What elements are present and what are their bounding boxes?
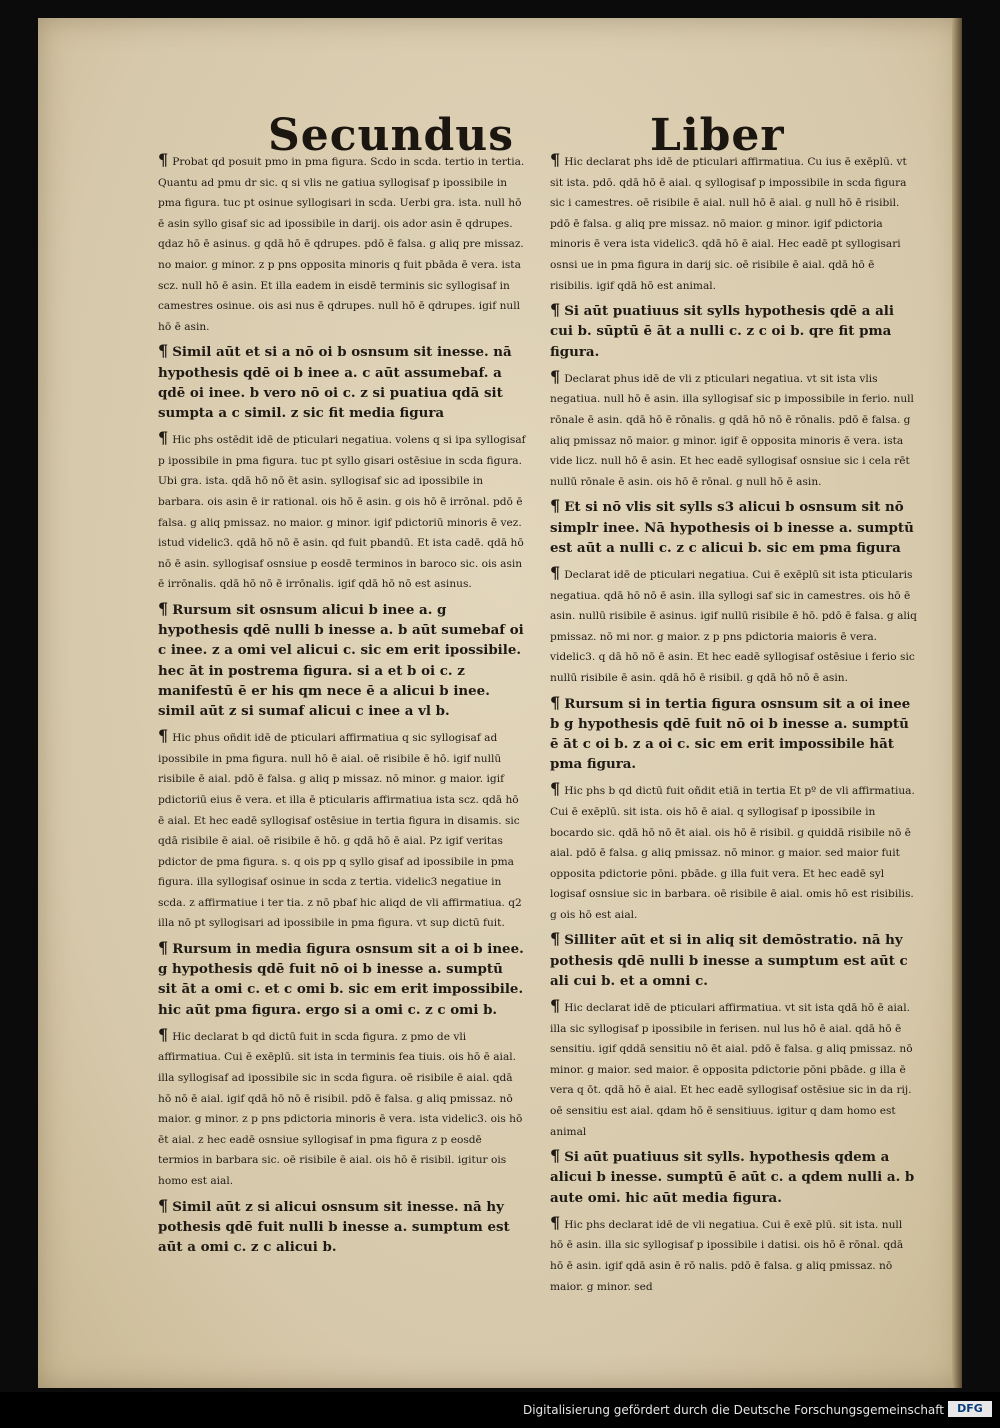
pilcrow-icon: ¶ bbox=[158, 341, 169, 361]
commentary-paragraph bbox=[550, 367, 918, 491]
pilcrow-icon: ¶ bbox=[550, 692, 561, 712]
paragraph-text: Hic phs declarat idē de vli negatiua. Cui ē exē plū. sit ista. null hō ē asin. illa sic syllogisaf p ipossibile i datisi. ois hō ē rōnal. qdā hō ē asin. igif qdā asin ē rō nalis. pdō ē falsa. g aliq pmissaz. nō maior. g minor. sed bbox=[550, 1218, 904, 1293]
paragraph-text: Probat qd posuit pmo in pma figura. Scdo in scda. tertio in tertia. Quantu ad pmu dr sic. q si vlis ne gatiua syllogisaf p ipossibile in pma figura. tuc pt osinue syllogisari in scda. Uerbi gra. ista. null hō ē asin syllo gisaf sic ad ipossibile in darij. ois ador asin ē qdrupes. qdaz hō ē asinus. g qdā hō ē qdrupes. pdō ē falsa. g aliq pre missaz. no maior. g minor. z p pns opposita minoris q fuit pbāda ē vera. ista scz. null hō ē asin. Et illa eadem in eisdē terminis sic syllogisaf in camestres osinue. ois asi nus ē qdrupes. null hō ē qdrupes. igif null hō ē asin. bbox=[158, 156, 525, 333]
dfg-logo: DFG bbox=[948, 1401, 992, 1417]
text-column-left bbox=[158, 150, 526, 1262]
paragraph-text: Rursum si in tertia figura osnsum sit a oi inee b g hypothesis qdē fuit nō oi b inesse a. sumptū ē āt c oi b. z a oi c. sic em erit impossibile hāt pma figura. bbox=[550, 695, 911, 773]
footer-credit: Digitalisierung gefördert durch die Deutsche Forschungsgemeinschaft bbox=[522, 1403, 944, 1417]
commentary-paragraph bbox=[158, 428, 526, 593]
aristotle-text-paragraph bbox=[550, 929, 918, 990]
commentary-paragraph bbox=[550, 1213, 918, 1295]
aristotle-text-paragraph bbox=[158, 1196, 526, 1257]
paragraph-text: Rursum in media figura osnsum sit a oi b inee. g hypothesis qdē fuit nō oi b inesse a. sumptū sit āt a omi c. et c omi b. sic em erit impossibile. hic aūt pma figura. ergo si a omi c. z c omi b. bbox=[158, 941, 524, 1018]
aristotle-text-paragraph bbox=[158, 599, 526, 720]
pilcrow-icon: ¶ bbox=[158, 938, 169, 958]
aristotle-text-paragraph bbox=[158, 938, 526, 1019]
pilcrow-icon: ¶ bbox=[550, 1212, 561, 1232]
paragraph-text: Et si nō vlis sit sylls s3 alicui b osnsum sit nō simplr inee. Nā hypothesis oi b inesse a. sumptū est aūt a nulli c. z c alicui b. sic em pma figura bbox=[550, 499, 914, 556]
commentary-paragraph bbox=[550, 996, 918, 1140]
pilcrow-icon: ¶ bbox=[550, 150, 561, 169]
pilcrow-icon: ¶ bbox=[550, 779, 561, 799]
aristotle-text-paragraph bbox=[550, 693, 918, 774]
paragraph-text: Simil aūt z si alicui osnsum sit inesse. nā hy pothesis qdē fuit nulli b inesse a. sumptum est aūt a omi c. z c alicui b. bbox=[158, 1198, 510, 1256]
pilcrow-icon: ¶ bbox=[158, 1195, 169, 1215]
pilcrow-icon: ¶ bbox=[158, 598, 169, 618]
aristotle-text-paragraph bbox=[550, 1146, 918, 1207]
footer-bar bbox=[0, 1392, 1000, 1428]
paragraph-text: Hic phs b qd dictū fuit oñdit etiā in tertia Et pº de vli affirmatiua. Cui ē exēplū. sit ista. ois hō ē aial. q syllogisaf p ipossibile in bocardo sic. qdā hō nō ēt aial. ois hō ē risibil. g quiddā risibile nō ē aial. pdō ē falsa. g aliq pmissaz. nō minor. g maior. sed maior fuit opposita pdictorie pōni. pbāde. g illa fuit vera. Et hec eadē syl logisaf osnsiue sic in barbara. oē risibile ē aial. omis hō est risibilis. g ois hō est aial. bbox=[550, 785, 915, 921]
pilcrow-icon: ¶ bbox=[550, 300, 561, 320]
paragraph-text: Rursum sit osnsum alicui b inee a. g hypothesis qdē nulli b inesse a. b aūt sumebaf oi c inee. z a omi vel alicui c. sic em erit ipossibile. hec āt in postrema figura. si a et b oi c. z manifestū ē er his qm nece ē a alicui b inee. simil aūt z si sumaf alicui c inee a vl b. bbox=[158, 601, 524, 719]
paragraph-text: Hic declarat b qd dictū fuit in scda figura. z pmo de vli affirmatiua. Cui ē exēplū. sit ista in terminis fea tiuis. ois hō ē aial. illa syllogisaf ad ipossibile sic in scda figura. oē risibile ē aial. qdā hō nō ē aial. igif qdā hō nō ē risibil. pdō ē falsa. g aliq pmissaz. nō maior. g minor. z p pns pdictoria minoris ē vera. ista videlic3. ois hō ēt aial. z hec eadē osnsiue syllogisaf in pma figura z p eosdē termios in barbara sic. oē risibile ē aial. ois hō ē risibil. igitur ois homo est aial. bbox=[158, 1030, 523, 1188]
aristotle-text-paragraph bbox=[550, 496, 918, 557]
pilcrow-icon: ¶ bbox=[550, 929, 561, 949]
pilcrow-icon: ¶ bbox=[550, 366, 561, 386]
paragraph-text: Hic phs ostēdit idē de pticulari negatiua. volens q si ipa syllogisaf p ipossibile in pma figura. tuc pt syllo gisari ostēsiue in scda figura. Ubi gra. ista. qdā hō nō ēt asin. syllogisaf sic ad ipossibile in barbara. ois asin ē ir rational. ois hō ē asin. g ois hō ē irrōnal. pdō ē falsa. g aliq pmissaz. no maior. g minor. igif pdictoriū minoris ē vez. istud videlic3. qdā hō nō ē asin. qd fuit pbandū. Et ista cadē. qdā hō nō ē asin. syllogisaf osnsiue p eosdē terminos in baroco sic. ois asin ē irrōnalis. qdā hō nō ē irrōnalis. igif qdā hō nō est asinus. bbox=[158, 434, 526, 591]
paragraph-text: Si aūt puatiuus sit sylls. hypothesis qdem a alicui b inesse. sumptū ē aūt c. a qdem nulli a. b aute omi. hic aūt media figura. bbox=[550, 1149, 915, 1206]
paragraph-text: Declarat idē de pticulari negatiua. Cui ē exēplū sit ista pticularis negatiua. qdā hō nō ē asin. illa syllogi saf sic in camestres. ois hō ē asin. nullū risibile ē asinus. igif nullū risibile ē hō. pdō ē falsa. g aliq pmissaz. nō mi nor. g maior. z p pns pdictoria maioris ē vera. videlic3. q dā hō nō ē asin. Et hec eadē syllogisaf ostēsiue i ferio sic nullū risibile ē asin. qdā hō ē risibil. g qdā hō nō ē asin. bbox=[550, 568, 917, 684]
pilcrow-icon: ¶ bbox=[158, 1024, 169, 1044]
pilcrow-icon: ¶ bbox=[158, 726, 169, 746]
commentary-paragraph bbox=[550, 150, 918, 294]
running-head-left: Secundus bbox=[268, 110, 515, 161]
pilcrow-icon: ¶ bbox=[550, 996, 561, 1016]
text-column-right bbox=[550, 150, 918, 1301]
aristotle-text-paragraph bbox=[550, 300, 918, 361]
commentary-paragraph bbox=[158, 150, 526, 335]
paragraph-text: Si aūt puatiuus sit sylls hypothesis qdē a ali cui b. sūptū ē āt a nulli c. z c oi b. qre fit pma figura. bbox=[550, 303, 894, 360]
commentary-paragraph bbox=[550, 563, 918, 687]
paragraph-text: Hic declarat idē de pticulari affirmatiua. vt sit ista qdā hō ē aial. illa sic syllogisaf p ipossibile in ferisen. nul lus hō ē aial. qdā hō ē sensitiu. igif qddā sensitiu nō ēt aial. pdō ē falsa. g aliq pmissaz. nō minor. g maior. sed maior. ē opposita pdictorie pōni pbāde. g illa ē vera q ōt. qdā hō ē aial. Et hec eadē syllogisaf ostēsiue sic in da rij. oē sensitiu est aial. qdam hō ē sensitiuus. igitur q dam homo est animal bbox=[550, 1002, 913, 1138]
paragraph-text: Simil aūt et si a nō oi b osnsum sit inesse. nā hypothesis qdē oi b inee a. c aūt assumebaf. a qdē oi inee. b vero nō oi c. z si puatiua qdā sit sumpta a c simil. z sic fit media figura bbox=[158, 344, 512, 421]
aristotle-text-paragraph bbox=[158, 341, 526, 422]
commentary-paragraph bbox=[158, 726, 526, 932]
pilcrow-icon: ¶ bbox=[550, 1146, 561, 1166]
paragraph-text: Declarat phus idē de vli z pticulari negatiua. vt sit ista vlis negatiua. null hō ē asin. illa syllogisaf sic p impossibile in ferio. null rōnale ē asin. qdā hō ē rōnalis. g qdā hō nō ē rōnalis. pdō ē falsa. g aliq pmissaz nō maior. g minor. igif ē opposita minoris ē vera. ista vide licz. null hō ē asin. Et hec eadē syllogisaf osnsiue sic i cela rēt nullū rōnale ē asin. ois hō ē rōnal. g null hō ē asin. bbox=[550, 372, 914, 488]
commentary-paragraph bbox=[550, 779, 918, 923]
running-head-right: Liber bbox=[650, 110, 785, 161]
pilcrow-icon: ¶ bbox=[158, 150, 169, 169]
pilcrow-icon: ¶ bbox=[550, 496, 561, 516]
commentary-paragraph bbox=[158, 1025, 526, 1190]
page-edge bbox=[952, 18, 962, 1388]
pilcrow-icon: ¶ bbox=[158, 428, 169, 448]
paragraph-text: Silliter aūt et si in aliq sit demōstratio. nā hy pothesis qdē nulli b inesse a sumptum est aūt c ali cui b. et a omni c. bbox=[550, 932, 908, 989]
paragraph-text: Hic phus oñdit idē de pticulari affirmatiua q sic syllogisaf ad ipossibile in pma figura. null hō ē aial. oē risibile ē hō. igif nullū risibile ē aial. pdō ē falsa. g aliq p missaz. nō minor. g maior. igif pdictoriū eius ē vera. et illa ē pticularis affirmatiua ista scz. qdā hō ē aial. Et hec eadē syllogisaf ostēsiue in tertia figura in disamis. sic qdā risibile ē aial. oē risibile ē hō. g qdā hō ē aial. Pz igif veritas pdictor de pma figura. s. q ois pp q syllo gisaf ad ipossibile in pma figura. illa syllogisaf osinue in scda z tertia. videlic3 negatiue in scda. z affirmatiue i ter tia. z nō pbaf hic aliqd de vli affirmatiua. q2 illa nō pt syllogisari ad ipossibile in pma figura. vt sup dictū fuit. bbox=[158, 732, 522, 930]
pilcrow-icon: ¶ bbox=[550, 562, 561, 582]
paragraph-text: Hic declarat phs idē de pticulari affirmatiua. Cu ius ē exēplū. vt sit ista. pdō. qdā hō ē aial. q syllogisaf p impossibile in scda figura sic i camestres. oē risibile ē aial. null hō ē aial. g null hō ē risibil. pdō ē falsa. g aliq pre missaz. nō maior. g minor. igif pdictoria minoris ē vera ista videlic3. qdā hō ē aial. Hec eadē pt syllogisari osnsi ue in pma figura in darij sic. oē risibile ē aial. qdā hō ē risibilis. igif qdā hō est animal. bbox=[550, 156, 907, 292]
